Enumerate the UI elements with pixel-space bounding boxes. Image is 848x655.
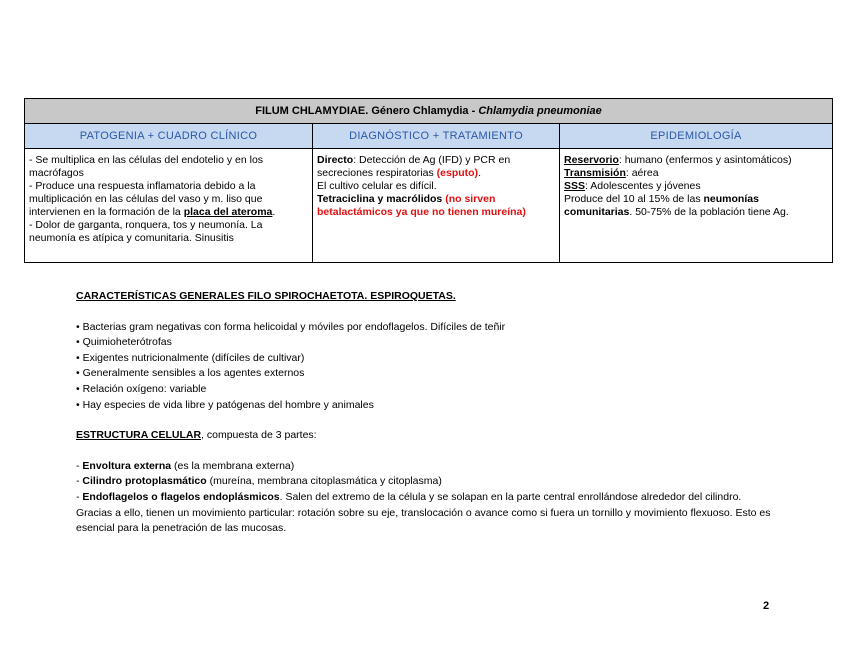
tratamiento-red: (no sirven betalactámicos ya que no tienen mureína) [317,193,526,218]
produce-text: Produce del 10 al 15% de las [564,193,704,205]
cell-patogenia [25,149,313,263]
header-diagnostico: DIAGNÓSTICO + TRATAMIENTO [313,124,560,149]
spiro-heading: CARACTERÍSTICAS GENERALES FILO SPIROCHAETOTA. ESPIROQUETAS. [76,290,456,302]
page-number: 2 [763,600,770,612]
cell-epidemiologia [560,149,833,263]
directo-label: Directo [317,154,354,166]
estructura-item-1-text: (es la membrana externa) [171,459,295,472]
spiro-bullet-1: • Bacterias gram negativas con forma helicoidal y móviles por endoflagelos. Difíciles de teñir [76,320,506,333]
tratamiento-label: Tetraciclina y macrólidos [317,193,443,205]
epi-transmision [564,167,828,180]
spiro-bullet-2: • Quimioheterótrofas [76,336,172,349]
estructura-heading: ESTRUCTURA CELULAR [76,429,202,442]
header-patogenia: PATOGENIA + CUADRO CLÍNICO [25,124,313,149]
estructura-item-2-bold: Cilindro protoplasmático [82,475,207,488]
spiro-bullet-5: • Relación oxígeno: variable [76,382,207,395]
epi-reservorio [564,154,828,167]
diagnostico-directo [317,154,555,180]
table-title-prefix: FILUM CHLAMYDIAE. Género Chlamydia - [255,104,479,117]
patogenia-line-2-text: - Produce una respuesta inflamatoria debido a la multiplicación en las células del vaso y m. liso que intervienen en la formación de la [29,180,263,218]
estructura-item-2 [76,474,776,490]
spiro-bullet-6: • Hay especies de vida libre y patógenas del hombre y animales [76,398,374,411]
estructura-heading-rest: , compuesta de 3 partes: [201,429,317,442]
spiro-bullet-4: • Generalmente sensibles a los agentes externos [76,367,305,380]
estructura-item-3-dash: - [76,490,83,503]
estructura-item-2-text: (mureína, membrana citoplasmática y citoplasma) [206,475,442,488]
sss-text: : Adolescentes y jóvenes [585,180,701,192]
patogenia-line-2-end: . [272,206,276,218]
diagnostico-cultivo: El cultivo celular es difícil. [317,180,437,192]
transmision-text: : aérea [625,167,659,179]
document-body [76,289,776,537]
cell-diagnostico [313,149,560,263]
estructura-item-1-bold: Envoltura externa [82,459,172,472]
header-epidemiologia: EPIDEMIOLOGÍA [560,124,833,149]
chlamydia-table [24,98,833,263]
directo-end: . [478,167,481,179]
estructura-item-2-dash: - [76,475,83,488]
reservorio-label: Reservorio [564,154,619,166]
produce-end: . 50-75% de la población tiene Ag. [629,206,789,218]
estructura-item-1-dash: - [76,459,83,472]
estructura-heading-line [76,428,776,444]
directo-red: (esputo) [436,167,479,179]
epi-sss [564,180,828,193]
spiro-bullet-3: • Exigentes nutricionalmente (difíciles de cultivar) [76,351,305,364]
estructura-item-3 [76,490,776,537]
produce-bold: neumonías comunitarias [564,193,759,218]
estructura-item-3-text: . Salen del extremo de la célula y se solapan en la parte central enrollándose alrededor del cilindro. Gracias a ello, tienen un movimiento particular: rotación sobre su eje, translocación o avance como si fuera un tornillo y movimiento flexuoso. Esto es esencial para la penetración de las mucosas. [76,490,771,535]
patogenia-line-2 [29,180,308,219]
patogenia-line-1: - Se multiplica en las células del endotelio y en los macrófagos [29,154,264,179]
estructura-item-3-bold: Endoflagelos o flagelos endoplásmicos [82,490,280,503]
epi-produce [564,193,828,219]
directo-text: : Detección de Ag (IFD) y PCR en secreciones respiratorias [317,154,511,179]
placa-ateroma: placa del ateroma [183,206,273,218]
table-title [25,99,833,124]
patogenia-line-3: - Dolor de garganta, ronquera, tos y neumonía. La neumonía es atípica y comunitaria. Sinusitis [29,219,263,244]
diagnostico-tratamiento [317,193,555,219]
reservorio-text: : humano (enfermos y asintomáticos) [618,154,792,166]
table-title-species: Chlamydia pneumoniae [478,104,602,117]
transmision-label: Transmisión [564,167,626,179]
estructura-item-1 [76,459,776,475]
sss-label: SSS [564,180,586,192]
